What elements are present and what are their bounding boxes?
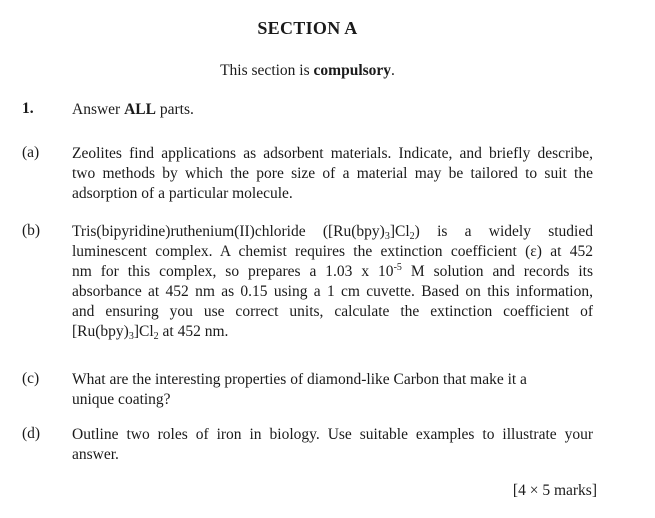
part-a-line-1: Zeolites find applications as adsorbent materials. Indicate, and briefly describe, [72,145,593,162]
part-b-line-1-c: ) is a widely studied [414,223,593,240]
part-a-line-2: two methods by which the pore size of a material may be tailored to suit the [72,165,593,182]
part-c-text [72,370,593,410]
part-b-line-4: absorbance at 452 nm as 0.15 using a 1 cm cuvette. Based on this information, [72,283,593,300]
question-instruction [72,100,593,120]
question-number: 1. [22,100,34,117]
intro-bold: compulsory [313,62,392,79]
instruction-suffix: parts. [155,101,194,118]
part-a-text [72,144,593,204]
part-a-label: (a) [22,144,40,161]
part-a-line-3: adsorption of a particular molecule. [72,185,293,202]
part-b-line-6 [72,322,593,342]
part-b-line-6-sub-1: 3 [128,331,134,342]
part-c-line-1: What are the interesting properties of diamond-like Carbon that make it a [72,371,527,388]
part-b-line-1-sub-1: 3 [384,231,390,242]
part-d-line-1: Outline two roles of iron in biology. Use suitable examples to illustrate your [72,426,593,443]
part-b-line-3-a: nm for this complex, so prepares a 1.03 x 10 [72,263,394,280]
part-c-label: (c) [22,370,40,387]
part-d-text [72,425,593,465]
part-b-line-2: luminescent complex. A chemist requires the extinction coefficient (ε) at 452 [72,243,593,260]
part-c-line-2: unique coating? [72,391,171,408]
part-b-text [72,222,593,342]
instruction-prefix: Answer [72,101,125,118]
part-b-line-1 [72,222,593,242]
instruction-bold: ALL [124,101,156,118]
section-intro [0,62,615,80]
intro-prefix: This section is [220,62,314,79]
part-b-line-6-c: at 452 nm. [158,323,229,340]
part-b-line-5: and ensuring you use correct units, calculate the extinction coefficient of [72,303,593,320]
part-b-line-3-b: M solution and records its [401,263,593,280]
part-b-line-6-b: ]Cl [133,323,154,340]
part-b-line-1-b: ]Cl [389,223,410,240]
intro-suffix: . [391,62,395,79]
part-b-line-6-a: [Ru(bpy) [72,323,129,340]
part-b-line-3-sup: -5 [393,262,402,273]
part-b-line-1-a: Tris(bipyridine)ruthenium(II)chloride ([Ru(bpy) [72,223,385,240]
marks-allocation: [4 × 5 marks] [512,482,597,499]
part-d-line-2: answer. [72,446,119,463]
part-b-line-3 [72,262,593,282]
part-b-label: (b) [22,222,41,239]
part-b-line-1-sub-2: 2 [409,231,415,242]
part-b-line-6-sub-2: 2 [153,331,159,342]
section-title: SECTION A [257,18,358,38]
part-d-label: (d) [22,425,41,442]
